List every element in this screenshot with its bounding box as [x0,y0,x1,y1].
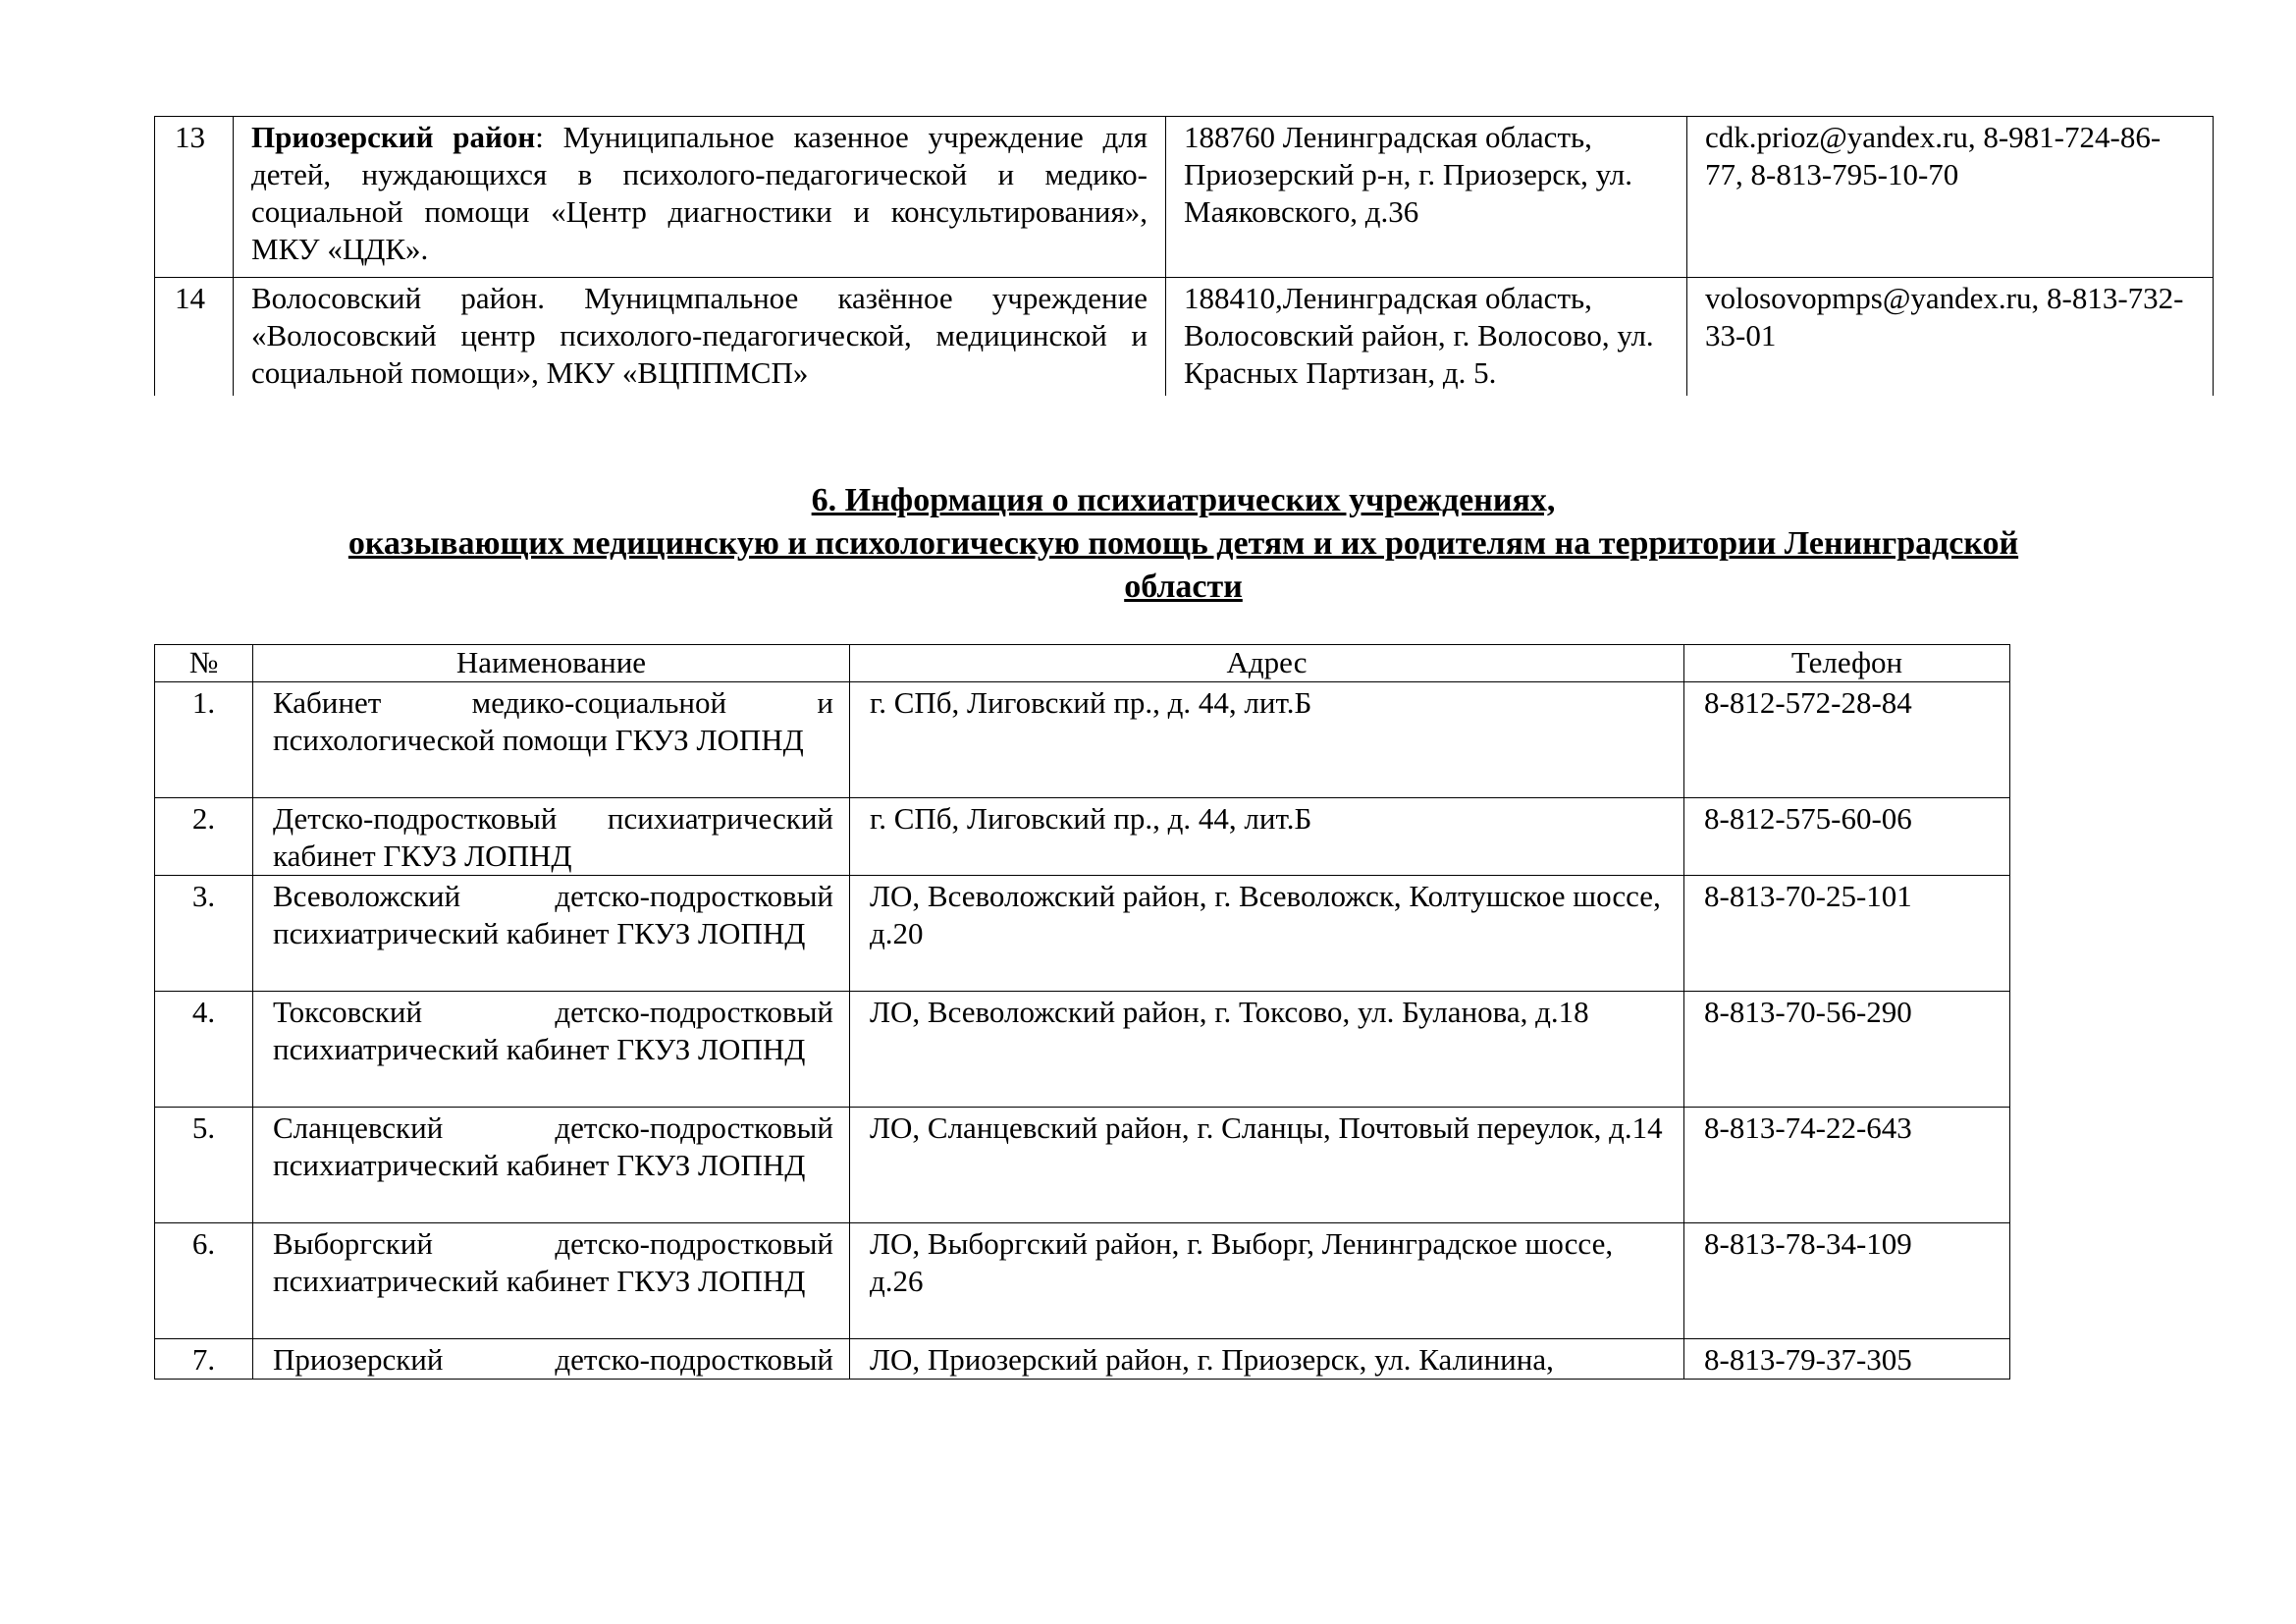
institution-phone: 8-813-74-22-643 [1684,1108,2010,1223]
row-number: 4. [155,992,253,1108]
institution-address: ЛО, Всеволожский район, г. Всеволожск, Колтушское шоссе, д.20 [850,876,1684,992]
section-title-line: оказывающих медицинскую и психологическую помощь детям и их родителям на территории Ленинградской [347,525,2019,562]
section-title-line: области [1124,568,1243,605]
table-row [155,1339,2010,1380]
institutions-table-continued [154,116,2214,396]
column-header-name: Наименование [253,645,850,682]
table-row [155,798,2010,876]
institution-phone: 8-813-70-25-101 [1684,876,2010,992]
table-row [155,1223,2010,1339]
institution-name: Приозерский детско-подростковый [253,1339,850,1380]
table-row [155,682,2010,798]
column-header-address: Адрес [850,645,1684,682]
institution-address: 188410,Ленинградская область, Волосовский район, г. Волосово, ул. Красных Партизан, д. 5. [1166,278,1687,396]
row-number: 7. [155,1339,253,1380]
institution-phone: 8-813-79-37-305 [1684,1339,2010,1380]
institution-name: Сланцевский детско-подростковый психиатрический кабинет ГКУЗ ЛОПНД [253,1108,850,1223]
institution-name: Выборгский детско-подростковый психиатрический кабинет ГКУЗ ЛОПНД [253,1223,850,1339]
institution-phone: 8-813-70-56-290 [1684,992,2010,1108]
row-number: 13 [155,117,234,278]
column-header-phone: Телефон [1684,645,2010,682]
psychiatric-institutions-table [154,644,2010,1380]
section-heading [154,479,2213,609]
institution-address: ЛО, Приозерский район, г. Приозерск, ул. Калинина, [850,1339,1684,1380]
row-number: 2. [155,798,253,876]
institution-name: Токсовский детско-подростковый психиатрический кабинет ГКУЗ ЛОПНД [253,992,850,1108]
row-number: 1. [155,682,253,798]
institution-address: г. СПб, Лиговский пр., д. 44, лит.Б [850,798,1684,876]
table-header-row [155,645,2010,682]
institution-contacts: volosovopmps@yandex.ru, 8-813-732-33-01 [1687,278,2214,396]
district-name: Приозерский район [251,120,536,154]
column-header-number: № [155,645,253,682]
institution-name: Кабинет медико-социальной и психологической помощи ГКУЗ ЛОПНД [253,682,850,798]
institution-address: 188760 Ленинградская область, Приозерский р-н, г. Приозерск, ул. Маяковского, д.36 [1166,117,1687,278]
institution-phone: 8-812-572-28-84 [1684,682,2010,798]
table-row [155,278,2214,396]
row-number: 6. [155,1223,253,1339]
table-row [155,1108,2010,1223]
table-row [155,117,2214,278]
institution-name: Детско-подростковый психиатрический кабинет ГКУЗ ЛОПНД [253,798,850,876]
institution-phone: 8-812-575-60-06 [1684,798,2010,876]
institution-address: ЛО, Выборгский район, г. Выборг, Ленинградское шоссе, д.26 [850,1223,1684,1339]
section-title-line: 6. Информация о психиатрических учреждениях, [811,482,1556,518]
institution-address: ЛО, Сланцевский район, г. Сланцы, Почтовый переулок, д.14 [850,1108,1684,1223]
institution-address: г. СПб, Лиговский пр., д. 44, лит.Б [850,682,1684,798]
institution-address: ЛО, Всеволожский район, г. Токсово, ул. Буланова, д.18 [850,992,1684,1108]
institution-description: : Муниципальное казенное учреждение для детей, нуждающихся в психолого-педагогической и медико-социальной помощи «Центр диагностики и консультирования», МКУ «ЦДК». [251,120,1148,266]
institution-phone: 8-813-78-34-109 [1684,1223,2010,1339]
row-number: 3. [155,876,253,992]
institution-name [234,117,1166,278]
row-number: 5. [155,1108,253,1223]
institution-contacts: cdk.prioz@yandex.ru, 8-981-724-86-77, 8-813-795-10-70 [1687,117,2214,278]
institution-name: Волосовский район. Муницмпальное казённое учреждение «Волосовский центр психолого-педагогической, медицинской и социальной помощи», МКУ «ВЦППМСП» [234,278,1166,396]
table-row [155,876,2010,992]
institution-name: Всеволожский детско-подростковый психиатрический кабинет ГКУЗ ЛОПНД [253,876,850,992]
row-number: 14 [155,278,234,396]
table-row [155,992,2010,1108]
